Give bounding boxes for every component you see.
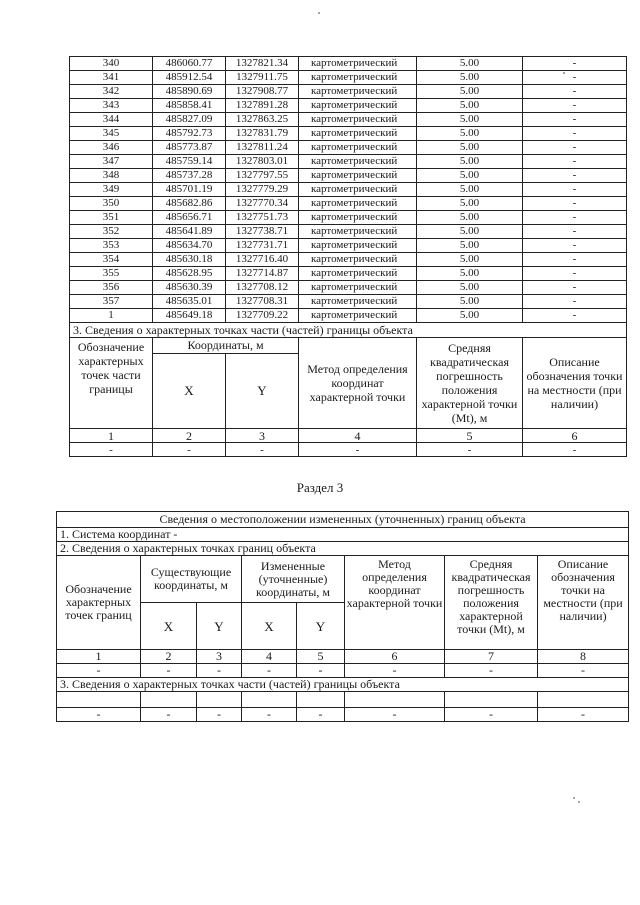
point-number: 355 bbox=[70, 267, 153, 281]
method: картометрический bbox=[299, 127, 417, 141]
coord-y: 1327709.22 bbox=[226, 309, 299, 323]
coord-x: 485858.41 bbox=[153, 99, 226, 113]
scan-speck bbox=[578, 801, 580, 803]
point-number: 1 bbox=[70, 309, 153, 323]
mt-value: 5.00 bbox=[417, 295, 523, 309]
dash-cell: - bbox=[297, 664, 345, 678]
col-number: 6 bbox=[345, 650, 445, 664]
mt-value: 5.00 bbox=[417, 239, 523, 253]
method: картометрический bbox=[299, 155, 417, 169]
header-desc: Описание обозначения точки на местности (при наличии) bbox=[538, 556, 629, 650]
dash-cell: - bbox=[345, 708, 445, 722]
dash-cell: - bbox=[57, 708, 141, 722]
mt-value: 5.00 bbox=[417, 141, 523, 155]
mt-value: 5.00 bbox=[417, 99, 523, 113]
mt-value: 5.00 bbox=[417, 169, 523, 183]
header-changed: Измененные (уточненные) координаты, м bbox=[242, 556, 345, 603]
coord-y: 1327831.79 bbox=[226, 127, 299, 141]
table-row bbox=[70, 295, 627, 309]
dash-cell: - bbox=[197, 664, 242, 678]
point-desc: - bbox=[523, 239, 627, 253]
point-desc: - bbox=[523, 127, 627, 141]
table-row bbox=[70, 141, 627, 155]
blank-cell bbox=[345, 692, 445, 708]
table-row bbox=[70, 183, 627, 197]
coord-x: 485792.73 bbox=[153, 127, 226, 141]
coord-y: 1327797.55 bbox=[226, 169, 299, 183]
coord-x: 485630.39 bbox=[153, 281, 226, 295]
point-number: 351 bbox=[70, 211, 153, 225]
point-number: 348 bbox=[70, 169, 153, 183]
method: картометрический bbox=[299, 113, 417, 127]
dash-cell: - bbox=[242, 708, 297, 722]
point-number: 349 bbox=[70, 183, 153, 197]
method: картометрический bbox=[299, 211, 417, 225]
blank-cell bbox=[445, 692, 538, 708]
col-number: 4 bbox=[299, 429, 417, 443]
header-mt: Средняя квадратическая погрешность положения характерной точки (Mt), м bbox=[445, 556, 538, 650]
coord-x: 485701.19 bbox=[153, 183, 226, 197]
mt-value: 5.00 bbox=[417, 309, 523, 323]
dash-cell: - bbox=[197, 708, 242, 722]
table-row bbox=[70, 197, 627, 211]
dash-cell: - bbox=[141, 664, 197, 678]
section3-title: 3. Сведения о характерных точках части (частей) границы объекта bbox=[70, 323, 627, 338]
point-number: 357 bbox=[70, 295, 153, 309]
blank-cell bbox=[297, 692, 345, 708]
dash-cell: - bbox=[226, 443, 299, 457]
coord-y: 1327779.29 bbox=[226, 183, 299, 197]
coord-x: 485773.87 bbox=[153, 141, 226, 155]
method: картометрический bbox=[299, 225, 417, 239]
col-number: 7 bbox=[445, 650, 538, 664]
method: картометрический bbox=[299, 99, 417, 113]
point-number: 354 bbox=[70, 253, 153, 267]
point-number: 340 bbox=[70, 57, 153, 71]
table-row bbox=[70, 281, 627, 295]
method: картометрический bbox=[299, 295, 417, 309]
dash-cell: - bbox=[445, 664, 538, 678]
point-number: 344 bbox=[70, 113, 153, 127]
mt-value: 5.00 bbox=[417, 281, 523, 295]
point-desc: - bbox=[523, 253, 627, 267]
dash-cell: - bbox=[445, 708, 538, 722]
dash-cell: - bbox=[417, 443, 523, 457]
mt-value: 5.00 bbox=[417, 85, 523, 99]
method: картометрический bbox=[299, 85, 417, 99]
dash-cell: - bbox=[70, 443, 153, 457]
mt-value: 5.00 bbox=[417, 225, 523, 239]
coord-y: 1327863.25 bbox=[226, 113, 299, 127]
header-changed-y: Y bbox=[297, 603, 345, 650]
section-heading: Раздел 3 bbox=[296, 480, 344, 495]
point-number: 352 bbox=[70, 225, 153, 239]
table-row bbox=[70, 57, 627, 71]
col-number: 1 bbox=[70, 429, 153, 443]
point-desc: - bbox=[523, 141, 627, 155]
point-number: 356 bbox=[70, 281, 153, 295]
point-desc: - bbox=[523, 155, 627, 169]
dash-cell: - bbox=[538, 708, 629, 722]
dash-cell: - bbox=[299, 443, 417, 457]
table-row bbox=[70, 267, 627, 281]
dash-cell: - bbox=[297, 708, 345, 722]
col-number: 3 bbox=[197, 650, 242, 664]
coord-y: 1327811.24 bbox=[226, 141, 299, 155]
col-number: 5 bbox=[417, 429, 523, 443]
mt-value: 5.00 bbox=[417, 71, 523, 85]
table-row bbox=[70, 99, 627, 113]
table-row bbox=[70, 113, 627, 127]
mt-value: 5.00 bbox=[417, 183, 523, 197]
method: картометрический bbox=[299, 141, 417, 155]
coord-y: 1327738.71 bbox=[226, 225, 299, 239]
blank-cell bbox=[197, 692, 242, 708]
table2-title: Сведения о местоположении измененных (уточненных) границ объекта bbox=[57, 512, 629, 528]
coord-y: 1327731.71 bbox=[226, 239, 299, 253]
coord-x: 485827.09 bbox=[153, 113, 226, 127]
coord-system: 1. Система координат - bbox=[57, 528, 629, 542]
coord-x: 485912.54 bbox=[153, 71, 226, 85]
scan-speck bbox=[318, 12, 320, 14]
scan-speck bbox=[573, 797, 575, 799]
point-desc: - bbox=[523, 113, 627, 127]
table-row bbox=[70, 211, 627, 225]
blank-cell bbox=[538, 692, 629, 708]
point-desc: - bbox=[523, 309, 627, 323]
boundary-points-table bbox=[69, 56, 627, 457]
col-number: 2 bbox=[153, 429, 226, 443]
coord-y: 1327716.40 bbox=[226, 253, 299, 267]
blank-cell bbox=[57, 692, 141, 708]
header-existing: Существующие координаты, м bbox=[141, 556, 242, 603]
blank-cell bbox=[141, 692, 197, 708]
coord-y: 1327911.75 bbox=[226, 71, 299, 85]
point-number: 346 bbox=[70, 141, 153, 155]
table-row bbox=[70, 127, 627, 141]
coord-y: 1327803.01 bbox=[226, 155, 299, 169]
mt-value: 5.00 bbox=[417, 211, 523, 225]
mt-value: 5.00 bbox=[417, 113, 523, 127]
point-desc: - bbox=[523, 169, 627, 183]
method: картометрический bbox=[299, 169, 417, 183]
col-number: 4 bbox=[242, 650, 297, 664]
header-designation: Обозначение характерных точек части границы bbox=[70, 338, 153, 429]
method: картометрический bbox=[299, 197, 417, 211]
point-number: 341 bbox=[70, 71, 153, 85]
coord-x: 485641.89 bbox=[153, 225, 226, 239]
header-existing-y: Y bbox=[197, 603, 242, 650]
mt-value: 5.00 bbox=[417, 155, 523, 169]
method: картометрический bbox=[299, 281, 417, 295]
mt-value: 5.00 bbox=[417, 197, 523, 211]
point-desc: - bbox=[523, 197, 627, 211]
section2-title: 2. Сведения о характерных точках границ объекта bbox=[57, 542, 629, 556]
coord-y: 1327908.77 bbox=[226, 85, 299, 99]
point-desc: - bbox=[523, 183, 627, 197]
dash-cell: - bbox=[538, 664, 629, 678]
header-mt: Средняя квадратическая погрешность положения характерной точки (Mt), м bbox=[417, 338, 523, 429]
point-desc: - bbox=[523, 267, 627, 281]
changed-boundaries-table bbox=[56, 511, 629, 722]
point-number: 345 bbox=[70, 127, 153, 141]
point-desc: - bbox=[523, 71, 627, 85]
coord-x: 485737.28 bbox=[153, 169, 226, 183]
col-number: 8 bbox=[538, 650, 629, 664]
dash-cell: - bbox=[523, 443, 627, 457]
coord-y: 1327770.34 bbox=[226, 197, 299, 211]
header-desc: Описание обозначения точки на местности (при наличии) bbox=[523, 338, 627, 429]
coord-x: 485630.18 bbox=[153, 253, 226, 267]
method: картометрический bbox=[299, 239, 417, 253]
col-number: 3 bbox=[226, 429, 299, 443]
point-number: 343 bbox=[70, 99, 153, 113]
table-row bbox=[70, 169, 627, 183]
table-row bbox=[70, 71, 627, 85]
scan-speck bbox=[563, 72, 565, 74]
mt-value: 5.00 bbox=[417, 57, 523, 71]
coord-x: 485634.70 bbox=[153, 239, 226, 253]
col-number: 5 bbox=[297, 650, 345, 664]
point-desc: - bbox=[523, 99, 627, 113]
boundary-points-body bbox=[70, 57, 627, 323]
dash-cell: - bbox=[153, 443, 226, 457]
mt-value: 5.00 bbox=[417, 253, 523, 267]
header-method: Метод определения координат характерной точки bbox=[345, 556, 445, 650]
coord-y: 1327821.34 bbox=[226, 57, 299, 71]
coord-x: 485656.71 bbox=[153, 211, 226, 225]
point-desc: - bbox=[523, 57, 627, 71]
col-number: 6 bbox=[523, 429, 627, 443]
method: картометрический bbox=[299, 267, 417, 281]
dash-cell: - bbox=[141, 708, 197, 722]
mt-value: 5.00 bbox=[417, 267, 523, 281]
point-desc: - bbox=[523, 281, 627, 295]
coord-x: 485890.69 bbox=[153, 85, 226, 99]
header-y: Y bbox=[226, 353, 299, 429]
header-x: X bbox=[153, 353, 226, 429]
point-desc: - bbox=[523, 225, 627, 239]
point-number: 353 bbox=[70, 239, 153, 253]
header-coords: Координаты, м bbox=[153, 338, 299, 354]
header-method: Метод определения координат характерной точки bbox=[299, 338, 417, 429]
dash-cell: - bbox=[57, 664, 141, 678]
mt-value: 5.00 bbox=[417, 127, 523, 141]
coord-x: 485759.14 bbox=[153, 155, 226, 169]
table-row bbox=[70, 253, 627, 267]
col-number: 1 bbox=[57, 650, 141, 664]
method: картометрический bbox=[299, 309, 417, 323]
table-row bbox=[70, 239, 627, 253]
coord-x: 485649.18 bbox=[153, 309, 226, 323]
point-desc: - bbox=[523, 295, 627, 309]
method: картометрический bbox=[299, 57, 417, 71]
method: картометрический bbox=[299, 183, 417, 197]
header-existing-x: X bbox=[141, 603, 197, 650]
header-designation: Обозначение характерных точек границ bbox=[57, 556, 141, 650]
table-row bbox=[70, 225, 627, 239]
point-desc: - bbox=[523, 211, 627, 225]
table-row bbox=[70, 155, 627, 169]
section3-title: 3. Сведения о характерных точках части (частей) границы объекта bbox=[57, 678, 629, 692]
coord-y: 1327891.28 bbox=[226, 99, 299, 113]
coord-y: 1327708.31 bbox=[226, 295, 299, 309]
table-row bbox=[70, 309, 627, 323]
coord-y: 1327714.87 bbox=[226, 267, 299, 281]
dash-cell: - bbox=[242, 664, 297, 678]
header-changed-x: X bbox=[242, 603, 297, 650]
coord-x: 485682.86 bbox=[153, 197, 226, 211]
method: картометрический bbox=[299, 253, 417, 267]
blank-cell bbox=[242, 692, 297, 708]
method: картометрический bbox=[299, 71, 417, 85]
point-number: 342 bbox=[70, 85, 153, 99]
coord-x: 486060.77 bbox=[153, 57, 226, 71]
coord-x: 485628.95 bbox=[153, 267, 226, 281]
point-desc: - bbox=[523, 85, 627, 99]
dash-cell: - bbox=[345, 664, 445, 678]
coord-y: 1327708.12 bbox=[226, 281, 299, 295]
table-row bbox=[70, 85, 627, 99]
point-number: 347 bbox=[70, 155, 153, 169]
coord-y: 1327751.73 bbox=[226, 211, 299, 225]
col-number: 2 bbox=[141, 650, 197, 664]
coord-x: 485635.01 bbox=[153, 295, 226, 309]
point-number: 350 bbox=[70, 197, 153, 211]
